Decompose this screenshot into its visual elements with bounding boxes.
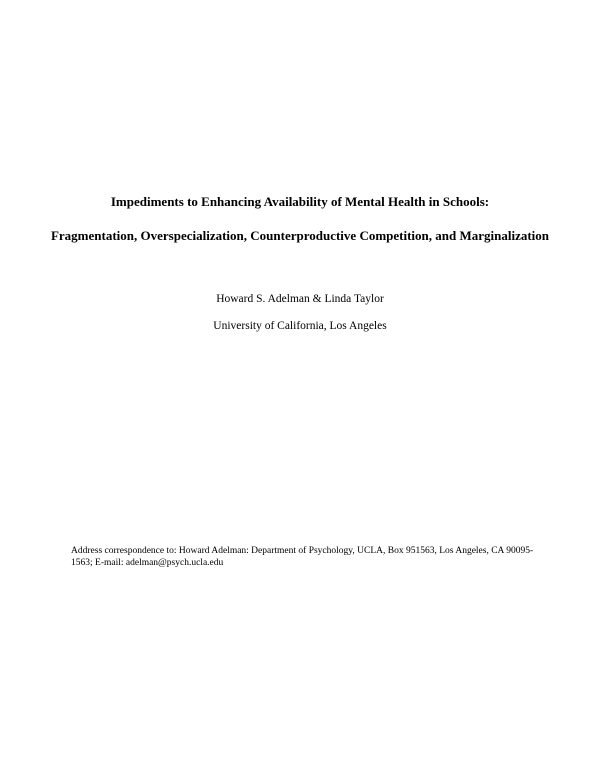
author-names: Howard S. Adelman & Linda Taylor [216,293,384,305]
correspondence-address: Address correspondence to: Howard Adelman: Department of Psychology, UCLA, Box 951563, Los Angeles, CA 90095-1563; E-mail: adelman@psych.ucla.edu [71,546,534,568]
document-subtitle: Fragmentation, Overspecialization, Counterproductive Competition, and Marginalization [50,228,550,243]
document-title: Impediments to Enhancing Availability of Mental Health in Schools: [110,194,490,209]
author-affiliation: University of California, Los Angeles [213,320,387,332]
